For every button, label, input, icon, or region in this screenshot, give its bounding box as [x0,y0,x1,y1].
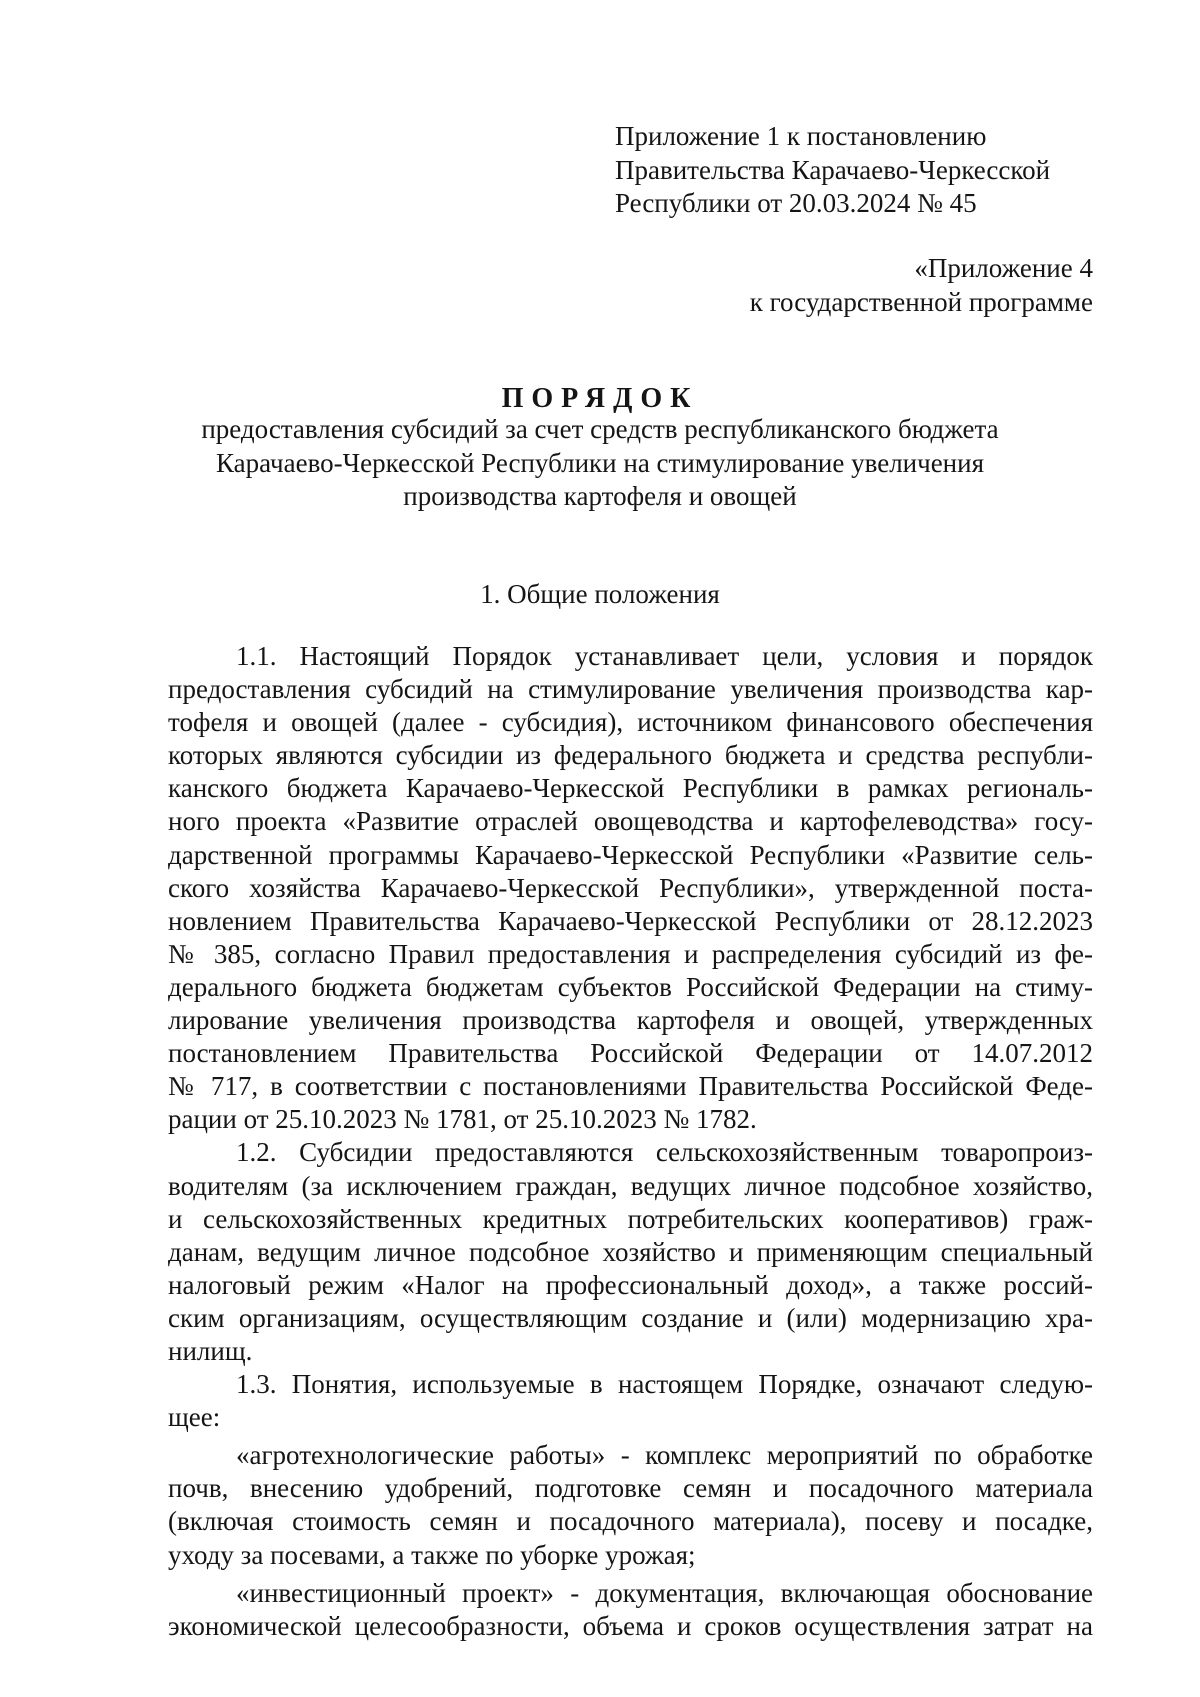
paragraph-line: щее: [168,1402,221,1433]
paragraph-line: почв, внесению удобрений, подготовке семян и посадочного материала [168,1473,1093,1504]
paragraph-line: дерального бюджета бюджетам субъектов Российской Федерации на стиму- [168,971,1093,1002]
appendix-1-reference [615,120,1050,221]
paragraph-line: тофеля и овощей (далее - субсидия), источником финансового обеспечения [168,707,1093,738]
paragraph [168,1136,1093,1368]
appendix-1-line: Правительства Карачаево-Черкесской [615,154,1051,185]
paragraph-line: нилищ. [168,1335,253,1366]
paragraph-line: дарственной программы Карачаево-Черкесской Республики «Развитие сель- [168,839,1093,870]
paragraph-line: экономической целесообразности, объема и сроков осуществления затрат на [168,1610,1093,1641]
paragraph-line: ского хозяйства Карачаево-Черкесской Республики», утвержденной поста- [168,872,1093,903]
paragraph-line: и сельскохозяйственных кредитных потребительских кооперативов) граж- [168,1203,1093,1234]
document-title: ПОРЯДОК [501,383,699,414]
paragraph-line: которых являются субсидии из федерального бюджета и средства республи- [168,740,1093,771]
paragraph [168,640,1093,1136]
document-subtitle [0,413,1200,514]
document-body [168,640,1093,1643]
section-heading: 1. Общие положения [480,579,720,609]
appendix-1-line: Республики от 20.03.2024 № 45 [615,188,977,218]
paragraph-line: 1.3. Понятия, используемые в настоящем Порядке, означают следую- [236,1369,1093,1400]
paragraph-line: рации от 25.10.2023 № 1781, от 25.10.2023 № 1782. [168,1104,757,1135]
paragraph-line: «агротехнологические работы» - комплекс мероприятий по обработке [236,1440,1093,1471]
appendix-4-line: «Приложение 4 [914,253,1093,283]
paragraph-line: № 385, согласно Правил предоставления и распределения субсидий из фе- [168,938,1093,969]
paragraph-line: постановлением Правительства Российской Федерации от 14.07.2012 [168,1038,1093,1069]
paragraph [168,1368,1093,1434]
paragraph-line: 1.2. Субсидии предоставляются сельскохозяйственным товаропроиз- [236,1137,1093,1168]
paragraph-line: лирование увеличения производства картофеля и овощей, утвержденных [168,1005,1093,1036]
paragraph-line: предоставления субсидий на стимулирование увеличения производства кар- [168,674,1093,705]
paragraph [168,1439,1093,1571]
subtitle-line: Карачаево-Черкесской Республики на стимулирование увеличения [215,447,984,478]
paragraph-line: ного проекта «Развитие отраслей овощеводства и картофелеводства» госу- [168,806,1093,837]
paragraph-line: «инвестиционный проект» - документация, включающая обоснование [236,1577,1093,1608]
paragraph-line: ским организациям, осуществляющим создание и (или) модернизацию хра- [168,1302,1093,1333]
paragraph-line: № 717, в соответствии с постановлениями Правительства Российской Феде- [168,1071,1093,1102]
paragraph-line: водителям (за исключением граждан, ведущих личное подсобное хозяйство, [168,1170,1093,1201]
appendix-1-line: Приложение 1 к постановлению [615,121,987,151]
paragraph-line: канского бюджета Карачаево-Черкесской Республики в рамках региональ- [168,773,1093,804]
paragraph-line: 1.1. Настоящий Порядок устанавливает цели, условия и порядок [236,641,1093,671]
paragraph-line: (включая стоимость семян и посадочного материала), посеву и посадке, [168,1506,1093,1537]
paragraph [168,1577,1093,1643]
subtitle-line: производства картофеля и овощей [403,481,797,511]
appendix-4-reference [750,252,1093,319]
paragraph-line: налоговый режим «Налог на профессиональный доход», а также россий- [168,1269,1093,1300]
paragraph-line: уходу за посевами, а также по уборке урожая; [168,1539,696,1570]
paragraph-line: новлением Правительства Карачаево-Черкесской Республики от 28.12.2023 [168,905,1093,936]
subtitle-line: предоставления субсидий за счет средств республиканского бюджета [201,414,999,444]
appendix-4-line: к государственной программе [749,286,1093,317]
paragraph-line: данам, ведущим личное подсобное хозяйство и применяющим специальный [168,1236,1093,1267]
